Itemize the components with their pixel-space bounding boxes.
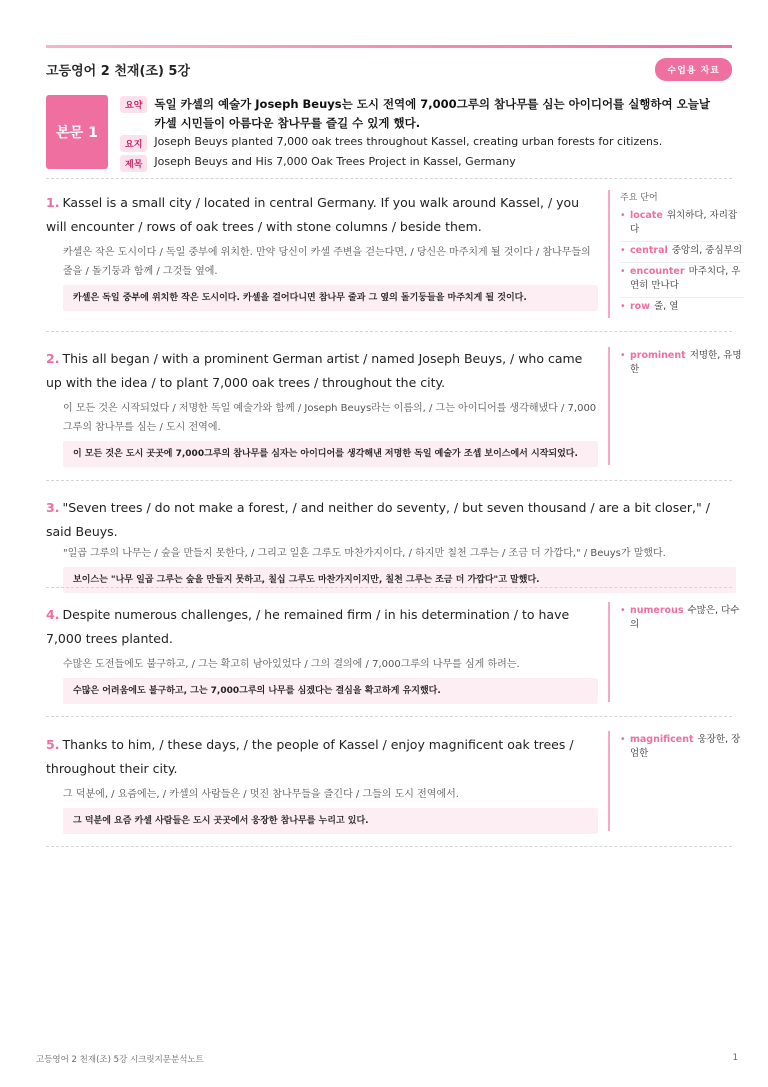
summary-block xyxy=(46,95,732,170)
divider xyxy=(46,846,732,847)
page-header xyxy=(46,58,732,80)
vocab-item: • prominent 저명한, 유명한 xyxy=(620,347,744,381)
gist-row xyxy=(120,134,662,152)
gist-text: Joseph Beuys planted 7,000 oak trees throughout Kassel, creating urban forests for citizens. xyxy=(154,135,663,148)
footer-title: 고등영어 2 천재(조) 5강 시크릿지문분석노트 xyxy=(36,1055,204,1065)
page-number: 1 xyxy=(732,1053,738,1063)
english-sentence: 1. Kassel is a small city / located in central Germany. If you walk around Kassel, / you will encounter / rows of oak trees / with stone columns / beside them. xyxy=(46,195,580,234)
vocab-box-5 xyxy=(608,731,744,831)
vocab-item: • locate 위치하다, 자리잡다 xyxy=(620,207,744,242)
gist-tag: 요지 xyxy=(120,135,147,152)
vocab-box-4 xyxy=(608,602,744,702)
title-tag: 제목 xyxy=(120,155,147,172)
summary-row xyxy=(120,95,714,133)
korean-chunk-translation: 그 덕분에, / 요즘에는, / 카셀의 사람들은 / 멋진 참나무들을 즐긴다 / 그들의 도시 전역에서. xyxy=(63,789,459,800)
sentence-item-1 xyxy=(46,191,598,311)
vocab-box-2 xyxy=(608,347,744,465)
korean-chunk-translation: 카셀은 작은 도시이다 / 독일 중부에 위치한. 만약 당신이 카셀 주변을 걷는다면, / 당신은 마주치게 될 것이다 / 참나무들의 줄을 / 돌기둥과 함께 / 그것들 옆에. xyxy=(63,247,591,277)
section-label: 본문 1 xyxy=(46,95,108,169)
vocab-item: • central 중앙의, 중심부의 xyxy=(620,242,744,263)
full-translation: 수많은 어려움에도 불구하고, 그는 7,000그루의 나무를 심겠다는 결심을 확고하게 유지했다. xyxy=(63,678,598,704)
class-material-badge: 수업용 자료 xyxy=(655,58,732,81)
vocab-heading: 주요 단어 xyxy=(620,193,658,203)
english-sentence: 2. This all began / with a prominent German artist / named Joseph Beuys, / who came up with the idea / to plant 7,000 oak trees / throughout the city. xyxy=(46,351,583,390)
title-text: Joseph Beuys and His 7,000 Oak Trees Project in Kassel, Germany xyxy=(154,155,516,168)
title-row xyxy=(120,154,516,172)
summary-text: 독일 카셀의 예술가 Joseph Beuys는 도시 전역에 7,000그루의 참나무를 심는 아이디어를 실행하여 오늘날 카셀 시민들이 아름다운 참나무를 즐길 수 있게 했다. xyxy=(154,97,710,130)
full-translation: 보이스는 "나무 일곱 그루는 숲을 만들지 못하고, 칠십 그루도 마찬가지이지만, 칠천 그루는 조금 더 가깝다"고 말했다. xyxy=(63,567,736,593)
sentence-item-2 xyxy=(46,347,598,467)
vocab-item: • encounter 마주치다, 우연히 만나다 xyxy=(620,263,744,298)
sentence-item-4 xyxy=(46,603,598,704)
summary-tag: 요약 xyxy=(120,96,147,113)
vocab-item: • numerous 수많은, 다수의 xyxy=(620,602,744,636)
vocab-box-1 xyxy=(608,190,744,318)
english-sentence: 4. Despite numerous challenges, / he remained firm / in his determination / to have 7,000 trees planted. xyxy=(46,607,570,646)
divider xyxy=(46,480,732,481)
top-accent-line xyxy=(46,45,732,48)
korean-chunk-translation: 이 모든 것은 시작되었다 / 저명한 독일 예술가와 함께 / Joseph Beuys라는 이름의, / 그는 아이디어를 생각해냈다 / 7,000그루의 참나무를 심는 / 도시 전역에. xyxy=(63,403,597,433)
divider xyxy=(46,716,732,717)
divider xyxy=(46,331,732,332)
page-title: 고등영어 2 천재(조) 5강 xyxy=(46,64,191,79)
english-sentence: 3. "Seven trees / do not make a forest, / and neither do seventy, / but seven thousand / are a bit closer," / said Beuys. xyxy=(46,500,710,539)
sentence-item-5 xyxy=(46,733,598,834)
divider xyxy=(46,587,732,588)
vocab-item: • row 줄, 열 xyxy=(620,298,744,318)
divider xyxy=(46,178,732,179)
full-translation: 그 덕분에 요즘 카셀 사람들은 도시 곳곳에서 웅장한 참나무를 누리고 있다. xyxy=(63,808,598,834)
full-translation: 카셀은 독일 중부에 위치한 작은 도시이다. 카셀을 걸어다니면 참나무 줄과 그 옆의 돌기둥들을 마주치게 될 것이다. xyxy=(63,285,598,311)
korean-chunk-translation: 수많은 도전들에도 불구하고, / 그는 확고히 남아있었다 / 그의 결의에 / 7,000그루의 나무를 심게 하려는. xyxy=(63,659,520,670)
english-sentence: 5. Thanks to him, / these days, / the people of Kassel / enjoy magnificent oak trees / throughout their city. xyxy=(46,737,574,776)
full-translation: 이 모든 것은 도시 곳곳에 7,000그루의 참나무를 심자는 아이디어를 생각해낸 저명한 독일 예술가 조셉 보이스에서 시작되었다. xyxy=(63,441,598,467)
korean-chunk-translation: "일곱 그루의 나무는 / 숲을 만들지 못한다, / 그리고 일흔 그루도 마찬가지이다, / 하지만 칠천 그루는 / 조금 더 가깝다," / Beuys가 말했다. xyxy=(63,548,666,559)
sentence-item-3 xyxy=(46,496,736,593)
vocab-item: • magnificent 웅장한, 장엄한 xyxy=(620,731,744,765)
